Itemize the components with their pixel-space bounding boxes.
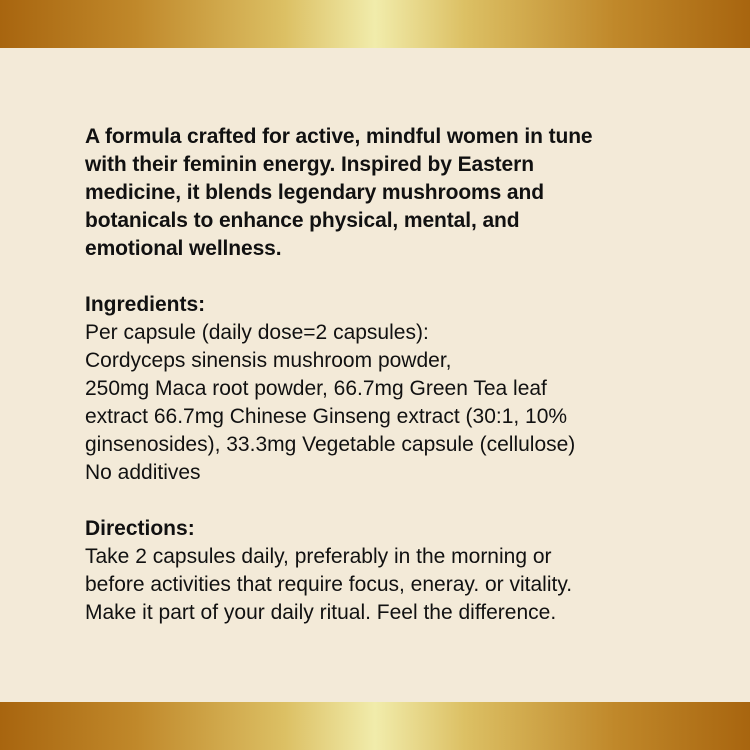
ingredients-section [85,291,685,487]
intro-line: medicine, it blends legendary mushrooms and [85,181,544,204]
intro-line: emotional wellness. [85,237,282,260]
product-description [85,123,685,627]
top-gold-band [0,0,750,48]
ingredients-line: Cordyceps sinensis mushroom powder, [85,349,452,372]
ingredients-line: Per capsule (daily dose=2 capsules): [85,321,429,344]
ingredients-heading: Ingredients: [85,293,206,316]
directions-line: Take 2 capsules daily, preferably in the morning or [85,545,552,568]
ingredients-line: No additives [85,461,201,484]
intro-line: botanicals to enhance physical, mental, and [85,209,520,232]
ingredients-line: extract 66.7mg Chinese Ginseng extract (30:1, 10% [85,405,568,428]
directions-line: Make it part of your daily ritual. Feel the difference. [85,601,557,624]
ingredients-line: 250mg Maca root powder, 66.7mg Green Tea leaf [85,377,547,400]
ingredients-line: ginsenosides), 33.3mg Vegetable capsule (cellulose) [85,433,576,456]
intro-paragraph [85,123,685,263]
intro-line: with their feminin energy. Inspired by Eastern [85,153,534,176]
directions-line: before activities that require focus, eneray. or vitality. [85,573,573,596]
bottom-gold-band [0,702,750,750]
directions-heading: Directions: [85,517,195,540]
directions-section [85,515,685,627]
intro-line: A formula crafted for active, mindful women in tune [85,125,593,148]
